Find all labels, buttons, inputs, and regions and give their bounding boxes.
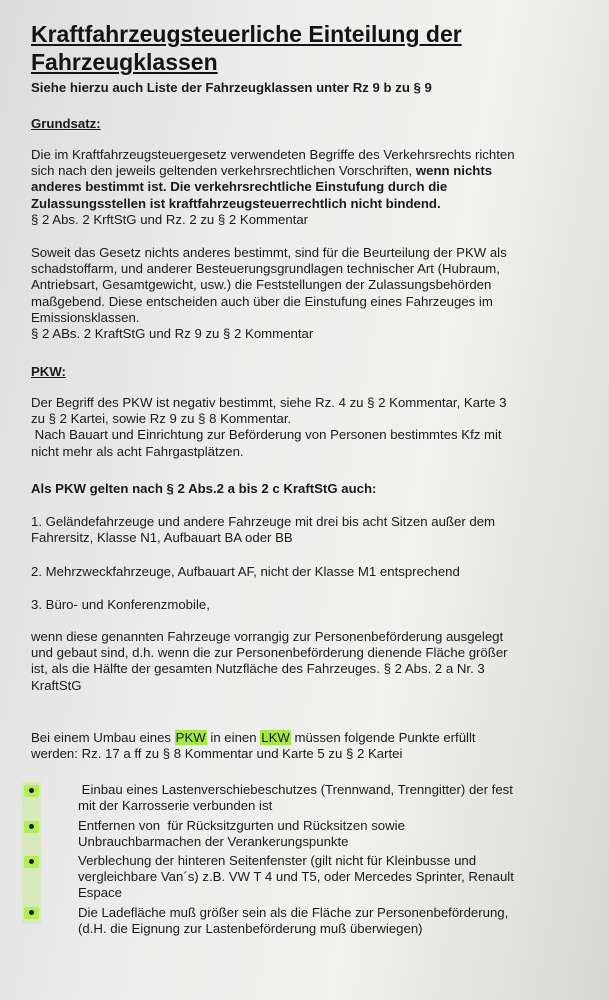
- bullet-item-2: [78, 818, 405, 850]
- text-line: und gebaut sind, d.h. wenn die zur Personenbeförderung dienende Fläche größer: [31, 645, 508, 661]
- text-line: Die Ladefläche muß größer sein als die Fläche zur Personenbeförderung,: [78, 905, 509, 920]
- pkw-item-1: [31, 514, 495, 546]
- pkw-bold-line: Als PKW gelten nach § 2 Abs.2 a bis 2 c KraftStG auch:: [31, 481, 377, 496]
- text-line: schadstoffarm, und anderer Besteuerungsgrundlagen technischer Art (Hubraum,: [31, 261, 500, 277]
- text-line: Der Begriff des PKW ist negativ bestimmt, siehe Rz. 4 zu § 2 Kommentar, Karte 3: [31, 395, 507, 410]
- grundsatz-paragraph-1: [31, 147, 515, 228]
- text-line: maßgebend. Diese entscheiden auch über die Einstufung eines Fahrzeuges im: [31, 293, 493, 309]
- pkw-heading: PKW:: [31, 364, 66, 379]
- text-line: ist, als die Hälfte der gesamten Nutzfläche des Fahrzeuges. § 2 Abs. 2 a Nr. 3: [31, 661, 485, 677]
- umbau-paragraph: [31, 730, 476, 762]
- bullet-icon: [24, 821, 39, 833]
- text-line: Die im Kraftfahrzeugsteuergesetz verwendeten Begriffe des Verkehrsrechts richten: [31, 147, 515, 162]
- text-line: Zulassungsstellen ist kraftfahrzeugsteuerrechtlich nicht bindend.: [31, 195, 441, 211]
- bullet-highlight-strip: [22, 782, 41, 924]
- emphasis: wenn nichts: [415, 163, 493, 179]
- subtitle: Siehe hierzu auch Liste der Fahrzeugklassen unter Rz 9 b zu § 9: [31, 80, 432, 95]
- highlight-pkw: PKW: [175, 730, 206, 745]
- text-line: Soweit das Gesetz nichts anderes bestimmt, sind für die Beurteilung der PKW als: [31, 245, 507, 260]
- bullet-icon: [24, 785, 39, 797]
- text-line: Unbrauchbarmachen der Verankerungspunkte: [78, 834, 349, 850]
- text-line: anderes bestimmt ist. Die verkehrsrechtliche Einstufung durch die: [31, 179, 448, 195]
- text-line: Einbau eines Lastenverschiebeschutzes (Trennwand, Trenngitter) der fest: [78, 782, 513, 797]
- document-title: [31, 20, 462, 76]
- pkw-paragraph-1: [31, 395, 506, 460]
- bullet-item-4: [78, 905, 508, 937]
- text-line: (d.H. die Eignung zur Lastenbeförderung muß überwiegen): [78, 921, 423, 937]
- text-line: Espace: [78, 885, 122, 901]
- title-line: Fahrzeugklassen: [31, 49, 218, 75]
- highlight-lkw: LKW: [261, 730, 290, 745]
- text-line: 1. Geländefahrzeuge und andere Fahrzeuge mit drei bis acht Sitzen außer dem: [31, 514, 496, 529]
- text-line: zu § 2 Kartei, sowie Rz 9 zu § 8 Kommentar.: [31, 411, 292, 427]
- text-line: werden: Rz. 17 a ff zu § 8 Kommentar und Karte 5 zu § 2 Kartei: [31, 746, 403, 762]
- title-line: Kraftfahrzeugsteuerliche Einteilung der: [31, 21, 462, 47]
- bullet-item-3: [78, 853, 514, 902]
- text-line: Entfernen von für Rücksitzgurten und Rücksitzen sowie: [78, 818, 405, 833]
- text-line: Bei einem Umbau eines PKW in einen LKW müssen folgende Punkte erfüllt: [31, 730, 476, 745]
- bullet-icon: [24, 907, 39, 919]
- text-line: KraftStG: [31, 677, 82, 693]
- text-line: mit der Karrosserie verbunden ist: [78, 798, 273, 814]
- grundsatz-paragraph-2: [31, 245, 507, 342]
- text-line: Verblechung der hinteren Seitenfenster (gilt nicht für Kleinbusse und: [78, 853, 477, 868]
- text-line: sich nach den jeweils geltenden verkehrsrechtlichen Vorschriften, wenn nichts: [31, 163, 493, 179]
- text-line: § 2 ABs. 2 KraftStG und Rz 9 zu § 2 Kommentar: [31, 326, 314, 342]
- text-line: wenn diese genannten Fahrzeuge vorrangig zur Personenbeförderung ausgelegt: [31, 629, 504, 644]
- text-line: nicht mehr als acht Fahrgastplätzen.: [31, 443, 244, 459]
- text-line: § 2 Abs. 2 KrftStG und Rz. 2 zu § 2 Kommentar: [31, 211, 309, 227]
- bullet-item-1: [78, 782, 513, 814]
- pkw-paragraph-2: [31, 629, 508, 694]
- bullet-icon: [24, 856, 39, 868]
- text-line: Antriebsart, Gesamtgewicht, usw.) die Feststellungen der Zulassungsbehörden: [31, 277, 492, 293]
- pkw-item-3: 3. Büro- und Konferenzmobile,: [31, 597, 210, 612]
- text-line: Nach Bauart und Einrichtung zur Beförderung von Personen bestimmtes Kfz mit: [31, 427, 502, 443]
- text-line: Emissionsklassen.: [31, 309, 140, 325]
- text-line: vergleichbare Van´s) z.B. VW T 4 und T5, oder Mercedes Sprinter, Renault: [78, 869, 514, 885]
- text-line: Fahrersitz, Klasse N1, Aufbauart BA oder BB: [31, 530, 293, 546]
- grundsatz-heading: Grundsatz:: [31, 116, 101, 131]
- pkw-item-2: 2. Mehrzweckfahrzeuge, Aufbauart AF, nicht der Klasse M1 entsprechend: [31, 564, 460, 579]
